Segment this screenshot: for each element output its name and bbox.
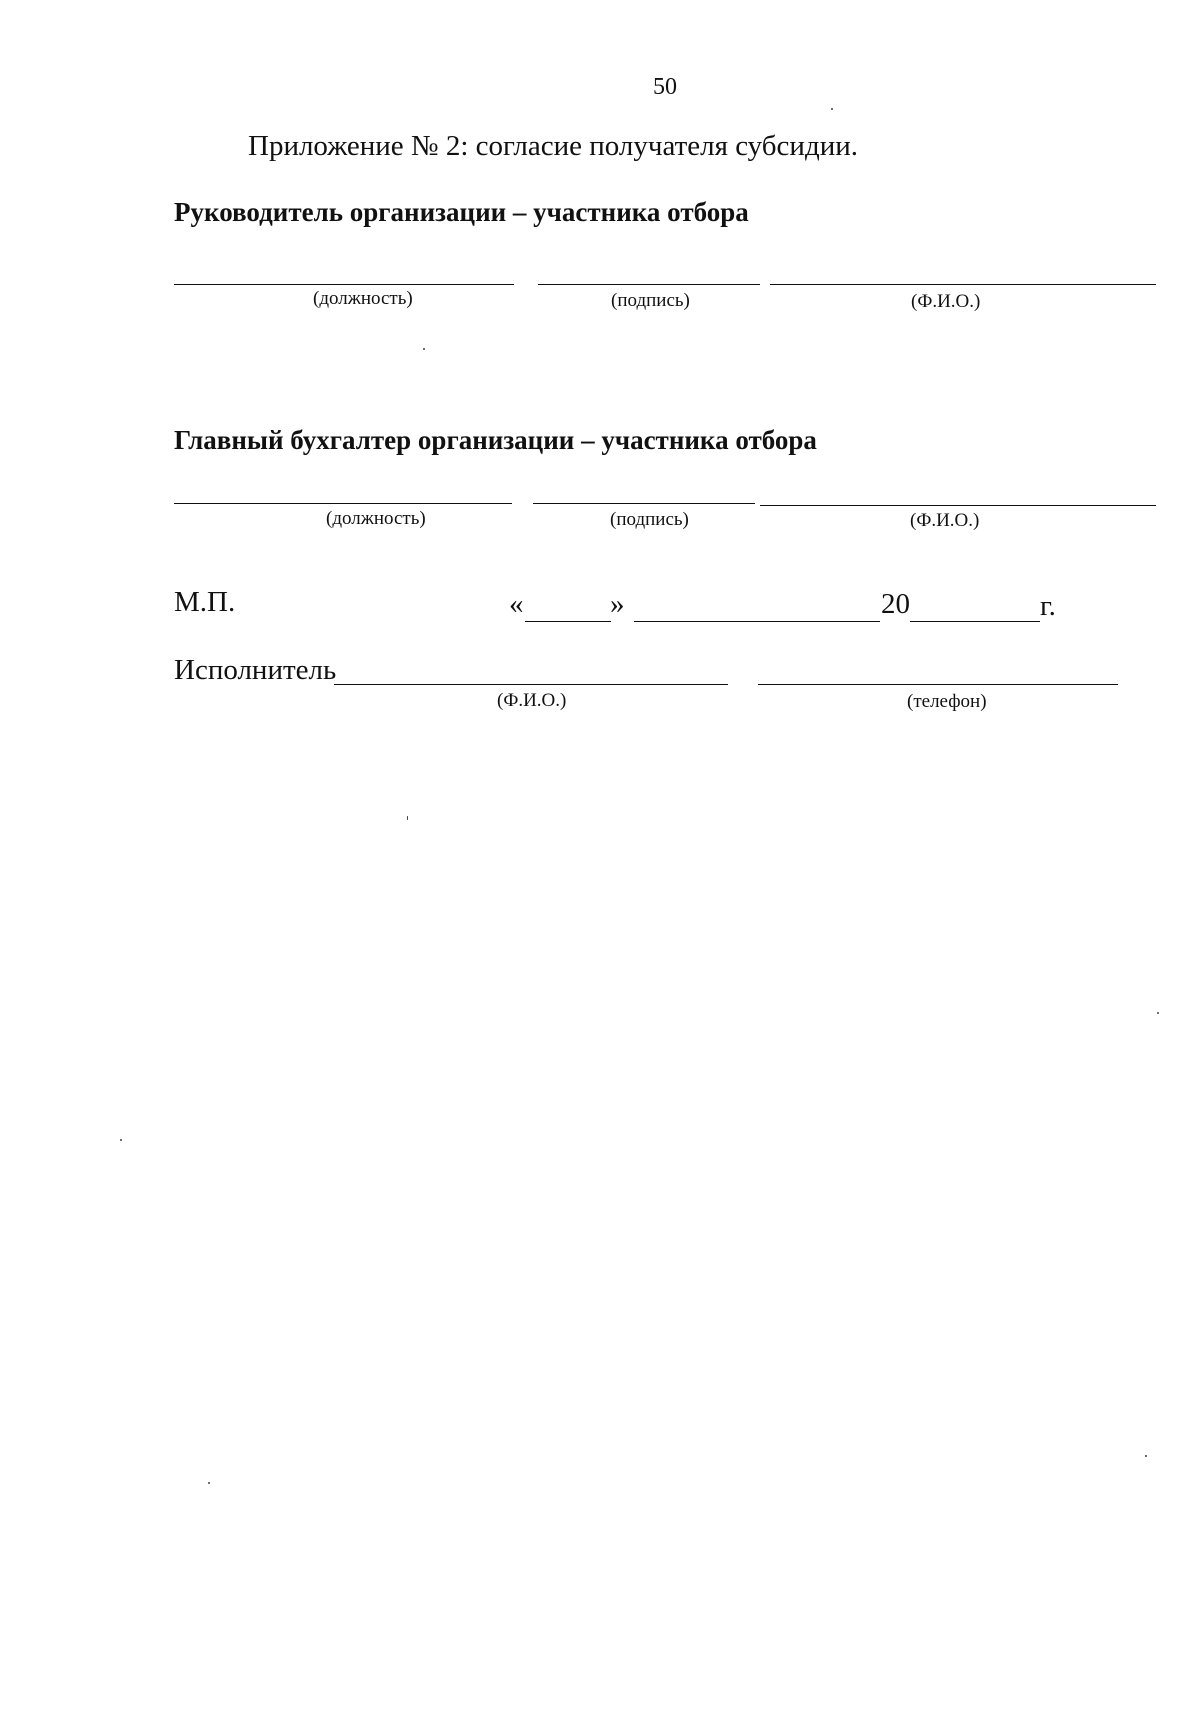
head-signature-caption: (подпись) bbox=[611, 290, 690, 311]
date-month-line[interactable] bbox=[634, 621, 880, 622]
accountant-fullname-line[interactable] bbox=[760, 505, 1156, 506]
date-year-line[interactable] bbox=[910, 621, 1040, 622]
accountant-position-line[interactable] bbox=[174, 503, 512, 504]
scan-speck bbox=[407, 816, 408, 820]
date-year-prefix: 20 bbox=[881, 588, 910, 620]
head-signature-line[interactable] bbox=[538, 284, 760, 285]
accountant-fullname-caption: (Ф.И.О.) bbox=[910, 510, 980, 531]
scan-speck bbox=[1145, 1455, 1147, 1457]
stamp-label: М.П. bbox=[174, 586, 236, 618]
accountant-position-caption: (должность) bbox=[326, 508, 426, 529]
accountant-section-heading: Главный бухгалтер организации – участника отбора bbox=[174, 425, 817, 455]
executor-fullname-line[interactable] bbox=[334, 684, 728, 685]
page-number: 50 bbox=[653, 74, 677, 100]
head-section-heading: Руководитель организации – участника отбора bbox=[174, 197, 749, 227]
executor-phone-caption: (телефон) bbox=[907, 691, 987, 712]
date-close-quote: » bbox=[610, 588, 625, 620]
head-position-line[interactable] bbox=[174, 284, 514, 285]
scan-speck bbox=[1157, 1012, 1159, 1014]
date-open-quote: « bbox=[509, 588, 524, 620]
executor-label: Исполнитель bbox=[174, 654, 337, 686]
scan-speck bbox=[120, 1139, 122, 1141]
scan-speck bbox=[208, 1482, 210, 1484]
accountant-signature-line[interactable] bbox=[533, 503, 755, 504]
head-fullname-caption: (Ф.И.О.) bbox=[911, 291, 981, 312]
scan-speck bbox=[831, 108, 833, 110]
executor-phone-line[interactable] bbox=[758, 684, 1118, 685]
executor-fullname-caption: (Ф.И.О.) bbox=[497, 690, 567, 711]
head-fullname-line[interactable] bbox=[770, 284, 1156, 285]
scan-speck bbox=[423, 348, 425, 350]
date-day-line[interactable] bbox=[525, 621, 611, 622]
appendix-title: Приложение № 2: согласие получателя субсидии. bbox=[248, 130, 858, 162]
date-year-suffix: г. bbox=[1040, 590, 1056, 622]
accountant-signature-caption: (подпись) bbox=[610, 509, 689, 530]
head-position-caption: (должность) bbox=[313, 288, 413, 309]
